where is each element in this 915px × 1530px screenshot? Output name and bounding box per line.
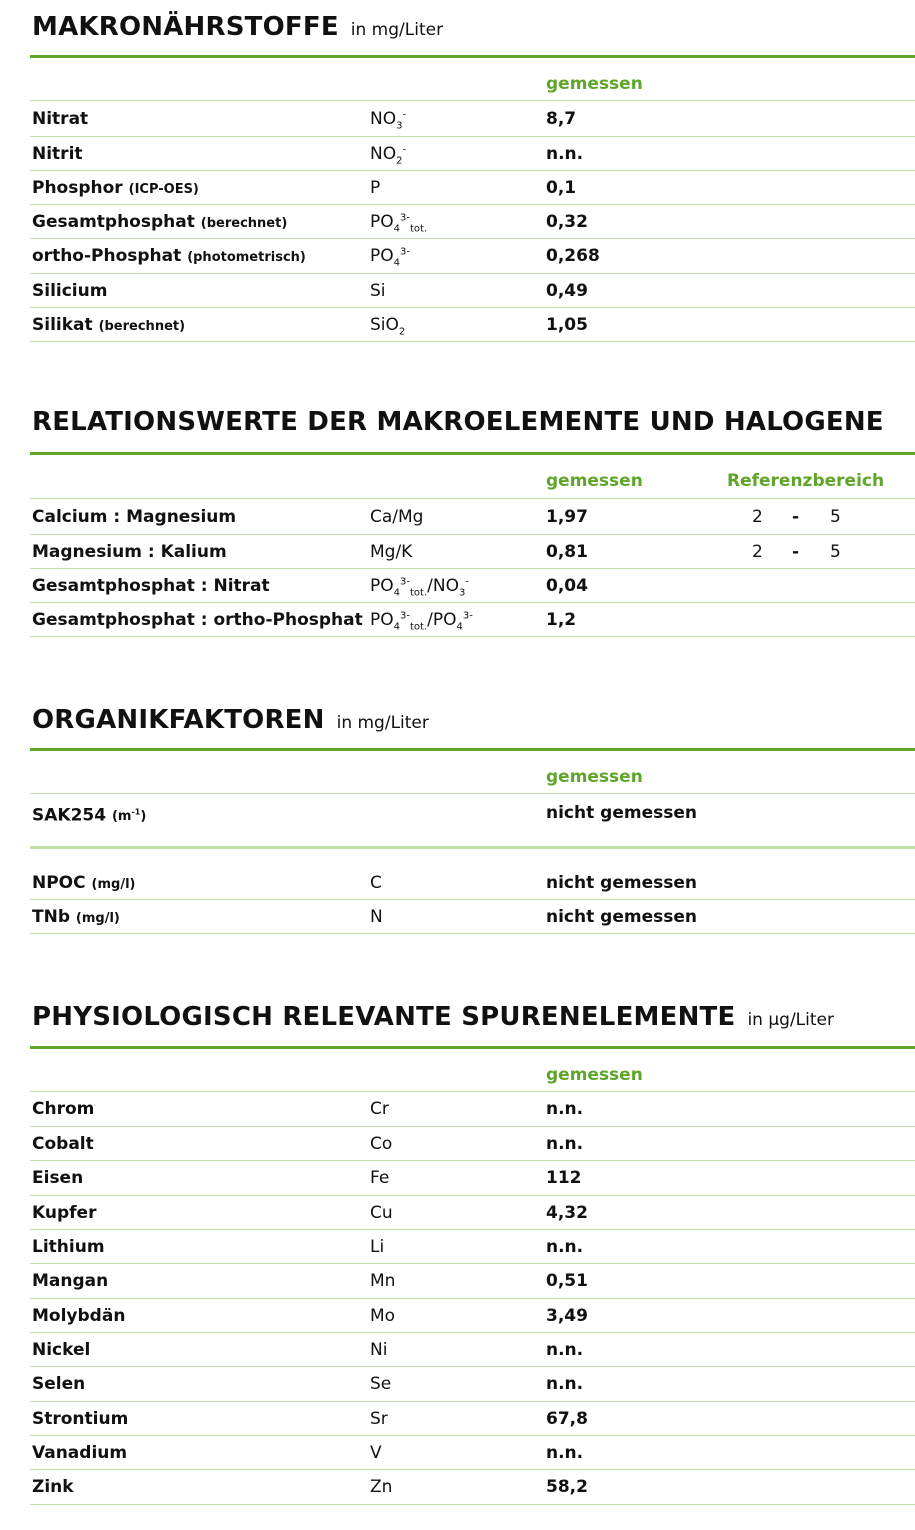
row-divider	[30, 636, 915, 637]
ref-min: 2	[752, 542, 763, 562]
section-title-row	[32, 705, 429, 745]
row-name: Vanadium	[32, 1443, 128, 1463]
row-name: Gesamtphosphat (berechnet)	[32, 212, 288, 232]
section-unit: in mg/Liter	[336, 713, 429, 733]
table-row	[0, 866, 915, 900]
table-row	[0, 1264, 915, 1298]
row-symbol: $NO_2^-$	[370, 144, 407, 167]
row-name: Silikat (berechnet)	[32, 315, 186, 335]
row-name: Gesamtphosphat : ortho-Phosphat	[32, 610, 363, 630]
row-name: Gesamtphosphat : Nitrat	[32, 576, 270, 596]
row-symbol: $NO_3^-$	[370, 109, 407, 132]
row-symbol: Mn	[370, 1271, 396, 1291]
row-value: 1,05	[546, 315, 588, 335]
row-symbol: Mg/K	[370, 542, 413, 562]
row-symbol: Ca/Mg	[370, 507, 424, 527]
row-value: nicht gemessen	[546, 873, 697, 893]
row-symbol: Si	[370, 281, 386, 301]
section-title: MAKRONÄHRSTOFFE	[32, 12, 339, 42]
row-divider	[30, 793, 915, 794]
row-name: Lithium	[32, 1237, 105, 1257]
row-value: 3,49	[546, 1306, 588, 1326]
row-value: n.n.	[546, 1340, 584, 1360]
table-row	[0, 171, 915, 205]
row-name: Phosphor (ICP-OES)	[32, 178, 199, 198]
section-title-row	[32, 12, 443, 52]
section-title: ORGANIKFAKTOREN	[32, 705, 325, 735]
row-divider	[30, 933, 915, 934]
row-value: 1,97	[546, 507, 588, 527]
section-divider	[30, 1046, 915, 1049]
row-value: 0,1	[546, 178, 577, 198]
table-row	[0, 1470, 915, 1504]
section-unit: in µg/Liter	[747, 1010, 834, 1030]
col-header-measured: gemessen	[546, 74, 643, 94]
row-value: 4,32	[546, 1203, 588, 1223]
row-divider	[30, 498, 915, 499]
table-row	[0, 102, 915, 136]
row-value: nicht gemessen	[546, 803, 697, 823]
row-value: 0,04	[546, 576, 588, 596]
row-name: NPOC (mg/l)	[32, 873, 136, 893]
table-row	[0, 1333, 915, 1367]
section-divider	[30, 452, 915, 455]
row-name: Chrom	[32, 1099, 95, 1119]
table-row	[0, 796, 915, 830]
row-symbol: Co	[370, 1134, 393, 1154]
ref-max: 5	[830, 542, 841, 562]
row-symbol: P	[370, 178, 381, 198]
row-symbol: SiO$_2$	[370, 315, 406, 338]
ref-separator: -	[792, 542, 800, 562]
table-row	[0, 500, 915, 534]
row-symbol: N	[370, 907, 383, 927]
row-name: Kupfer	[32, 1203, 97, 1223]
row-value: 1,2	[546, 610, 577, 630]
row-value: 58,2	[546, 1477, 588, 1497]
row-divider	[30, 341, 915, 342]
row-symbol: Cu	[370, 1203, 393, 1223]
row-name: Nickel	[32, 1340, 91, 1360]
row-value: n.n.	[546, 1237, 584, 1257]
row-value: 0,32	[546, 212, 588, 232]
table-row	[0, 308, 915, 342]
row-name: ortho-Phosphat (photometrisch)	[32, 246, 306, 266]
table-row	[0, 205, 915, 239]
row-value: 0,268	[546, 246, 600, 266]
row-value: n.n.	[546, 1374, 584, 1394]
ref-min: 2	[752, 507, 763, 527]
row-symbol: $PO_4^{3-}$	[370, 246, 410, 269]
row-name: Magnesium : Kalium	[32, 542, 227, 562]
row-symbol: Ni	[370, 1340, 388, 1360]
table-row	[0, 900, 915, 934]
table-row	[0, 239, 915, 273]
row-divider	[30, 846, 915, 849]
row-symbol: Se	[370, 1374, 392, 1394]
row-value: 0,51	[546, 1271, 588, 1291]
row-symbol: Li	[370, 1237, 385, 1257]
row-name: SAK254 $(m^{-1})$	[32, 805, 147, 826]
table-row	[0, 1196, 915, 1230]
row-divider	[30, 1504, 915, 1505]
row-name: Nitrit	[32, 144, 83, 164]
row-symbol: Mo	[370, 1306, 396, 1326]
row-name: Zink	[32, 1477, 74, 1497]
row-value: 0,81	[546, 542, 588, 562]
table-row	[0, 1230, 915, 1264]
row-symbol: Sr	[370, 1409, 388, 1429]
row-value: 112	[546, 1168, 582, 1188]
row-value: 8,7	[546, 109, 577, 129]
col-header-measured: gemessen	[546, 1065, 643, 1085]
table-row	[0, 274, 915, 308]
row-name: Selen	[32, 1374, 86, 1394]
table-row	[0, 569, 915, 603]
row-name: Strontium	[32, 1409, 129, 1429]
table-row	[0, 1367, 915, 1401]
row-value: n.n.	[546, 1099, 584, 1119]
row-name: Molybdän	[32, 1306, 126, 1326]
col-header-reference: Referenzbereich	[727, 471, 885, 491]
row-symbol: Cr	[370, 1099, 389, 1119]
row-value: 67,8	[546, 1409, 588, 1429]
row-name: Silicium	[32, 281, 108, 301]
row-name: Mangan	[32, 1271, 109, 1291]
table-row	[0, 1402, 915, 1436]
section-title-row	[32, 1002, 834, 1042]
row-symbol: Zn	[370, 1477, 393, 1497]
row-name: Nitrat	[32, 109, 89, 129]
section-divider	[30, 55, 915, 58]
row-symbol: V	[370, 1443, 382, 1463]
table-row	[0, 603, 915, 637]
row-value: n.n.	[546, 1134, 584, 1154]
section-title-row	[32, 407, 884, 447]
col-header-measured: gemessen	[546, 767, 643, 787]
row-value: 0,49	[546, 281, 588, 301]
row-symbol: $PO_4^{3-}_{tot.}$	[370, 212, 428, 235]
section-unit: in mg/Liter	[350, 20, 444, 40]
section-title: RELATIONSWERTE DER MAKROELEMENTE UND HALOGENE	[32, 407, 884, 437]
row-name: TNb (mg/l)	[32, 907, 120, 927]
table-row	[0, 1299, 915, 1333]
row-value: n.n.	[546, 1443, 584, 1463]
table-row	[0, 1436, 915, 1470]
row-name: Eisen	[32, 1168, 84, 1188]
table-row	[0, 137, 915, 171]
row-symbol: $PO_4^{3-}_{tot.}/PO_4^{3-}$	[370, 610, 473, 633]
section-title: PHYSIOLOGISCH RELEVANTE SPURENELEMENTE	[32, 1002, 736, 1032]
ref-separator: -	[792, 507, 800, 527]
row-symbol: C	[370, 873, 382, 893]
col-header-measured: gemessen	[546, 471, 643, 491]
row-symbol: Fe	[370, 1168, 390, 1188]
table-row	[0, 1161, 915, 1195]
row-divider	[30, 100, 915, 101]
table-row	[0, 1127, 915, 1161]
row-symbol: $PO_4^{3-}_{tot.}/NO_3^-$	[370, 576, 469, 599]
section-divider	[30, 748, 915, 751]
table-row	[0, 1092, 915, 1126]
ref-max: 5	[830, 507, 841, 527]
row-value: n.n.	[546, 144, 584, 164]
table-row	[0, 535, 915, 569]
row-name: Cobalt	[32, 1134, 94, 1154]
row-value: nicht gemessen	[546, 907, 697, 927]
row-name: Calcium : Magnesium	[32, 507, 237, 527]
